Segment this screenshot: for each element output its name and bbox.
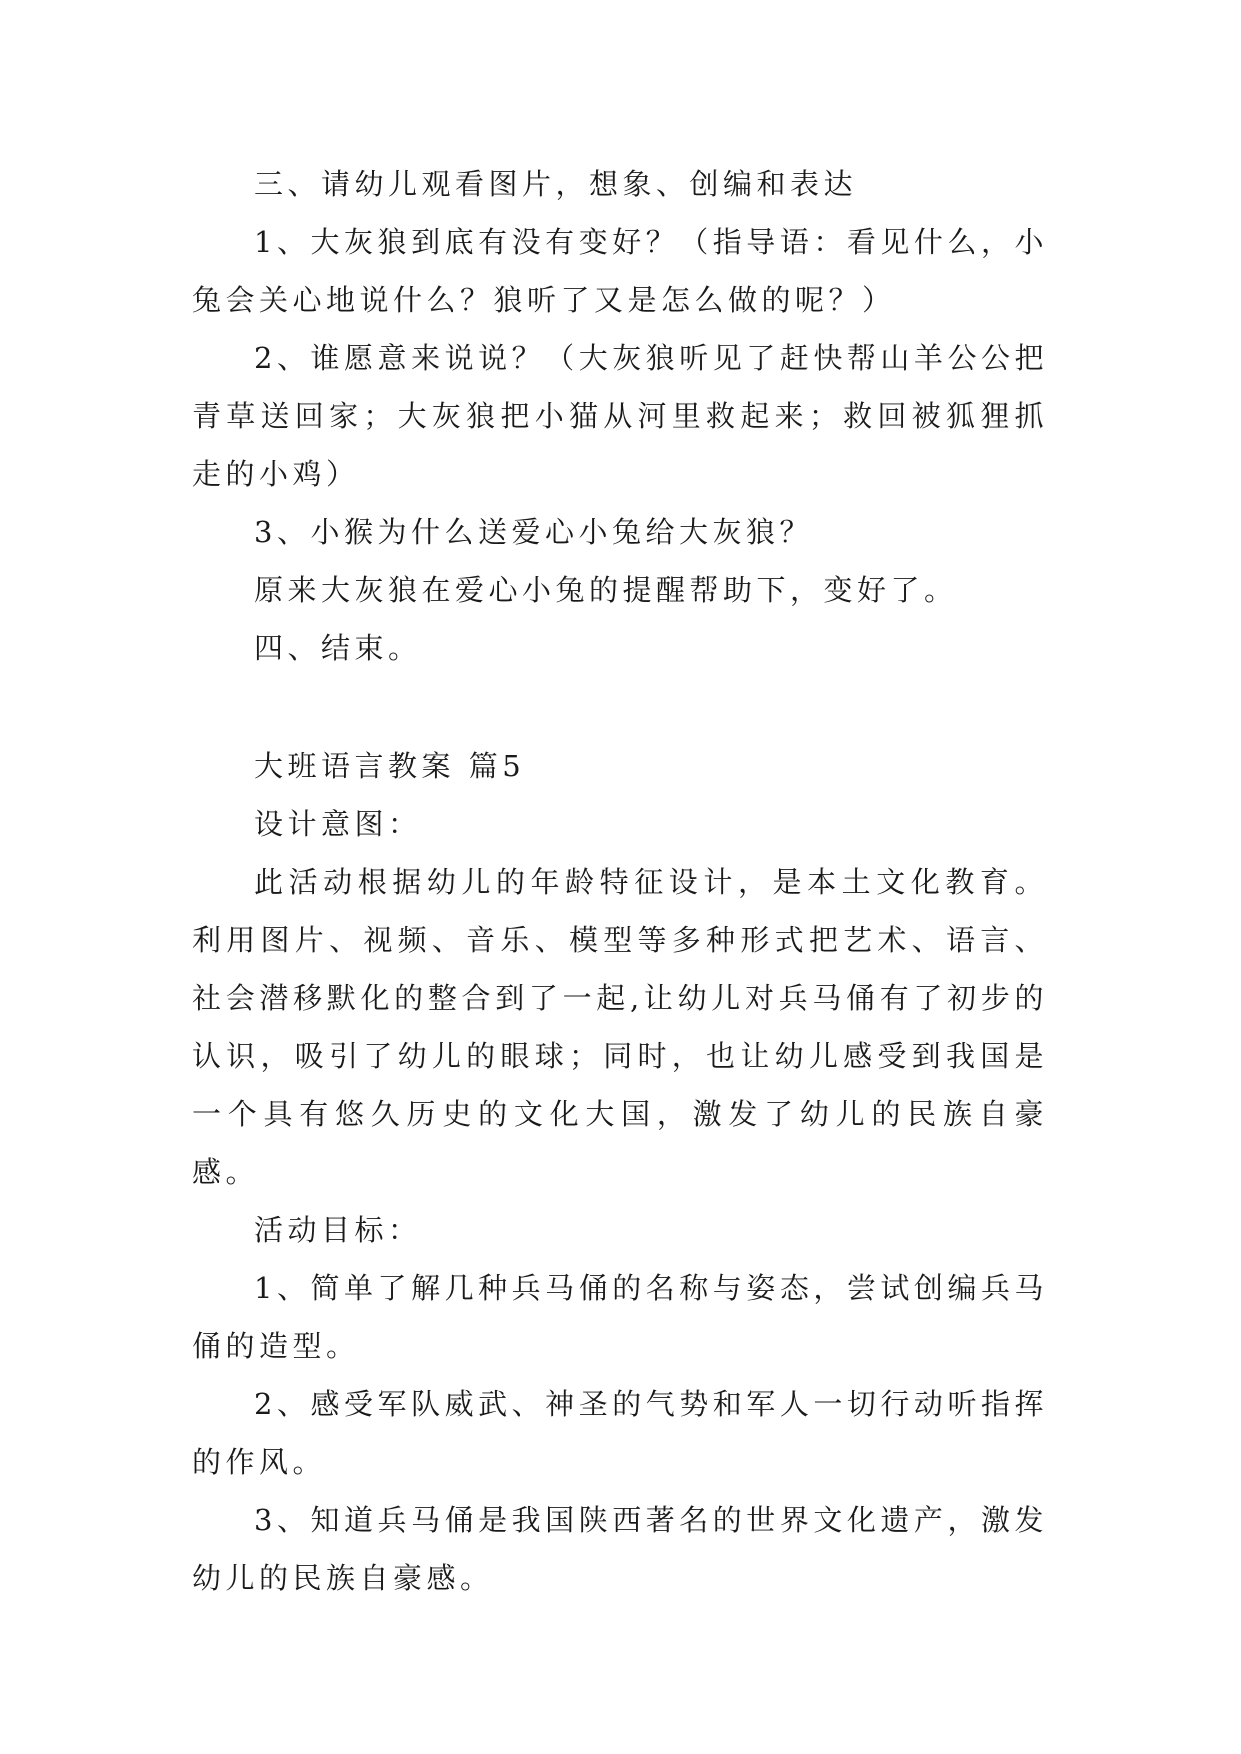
design-intent-paragraph: 此活动根据幼儿的年龄特征设计，是本土文化教育。利用图片、视频、音乐、模型等多种形式把艺术、语言、社会潜移默化的整合到了一起,让幼儿对兵马俑有了初步的认识，吸引了幼儿的眼球；同时，也让幼儿感受到我国是一个具有悠久历史的文化大国，激发了幼儿的民族自豪感。 xyxy=(192,865,1048,1189)
question-two-paragraph: 2、谁愿意来说说？（大灰狼听见了赶快帮山羊公公把青草送回家；大灰狼把小猫从河里救起来；救回被狐狸抓走的小鸡） xyxy=(192,341,1048,491)
objectives-heading: 活动目标： xyxy=(254,1213,422,1247)
document-body xyxy=(192,155,1048,1607)
section-gap xyxy=(192,677,1048,737)
step-three-heading: 三、请幼儿观看图片，想象、创编和表达 xyxy=(254,167,858,201)
section-title: 大班语言教案 篇5 xyxy=(254,749,526,783)
question-one-paragraph: 1、大灰狼到底有没有变好？（指导语：看见什么，小兔会关心地说什么？狼听了又是怎么做的呢？） xyxy=(192,225,1048,317)
objective-three-paragraph: 3、知道兵马俑是我国陕西著名的世界文化遗产，激发幼儿的民族自豪感。 xyxy=(192,1503,1048,1595)
objective-one-paragraph: 1、简单了解几种兵马俑的名称与姿态，尝试创编兵马俑的造型。 xyxy=(192,1271,1048,1363)
question-three-paragraph: 3、小猴为什么送爱心小兔给大灰狼？ xyxy=(254,515,813,549)
objective-two-paragraph: 2、感受军队威武、神圣的气势和军人一切行动听指挥的作风。 xyxy=(192,1387,1048,1479)
design-intent-heading: 设计意图： xyxy=(254,807,422,841)
step-four-heading: 四、结束。 xyxy=(254,631,422,665)
conclusion-paragraph: 原来大灰狼在爱心小兔的提醒帮助下，变好了。 xyxy=(254,573,958,607)
